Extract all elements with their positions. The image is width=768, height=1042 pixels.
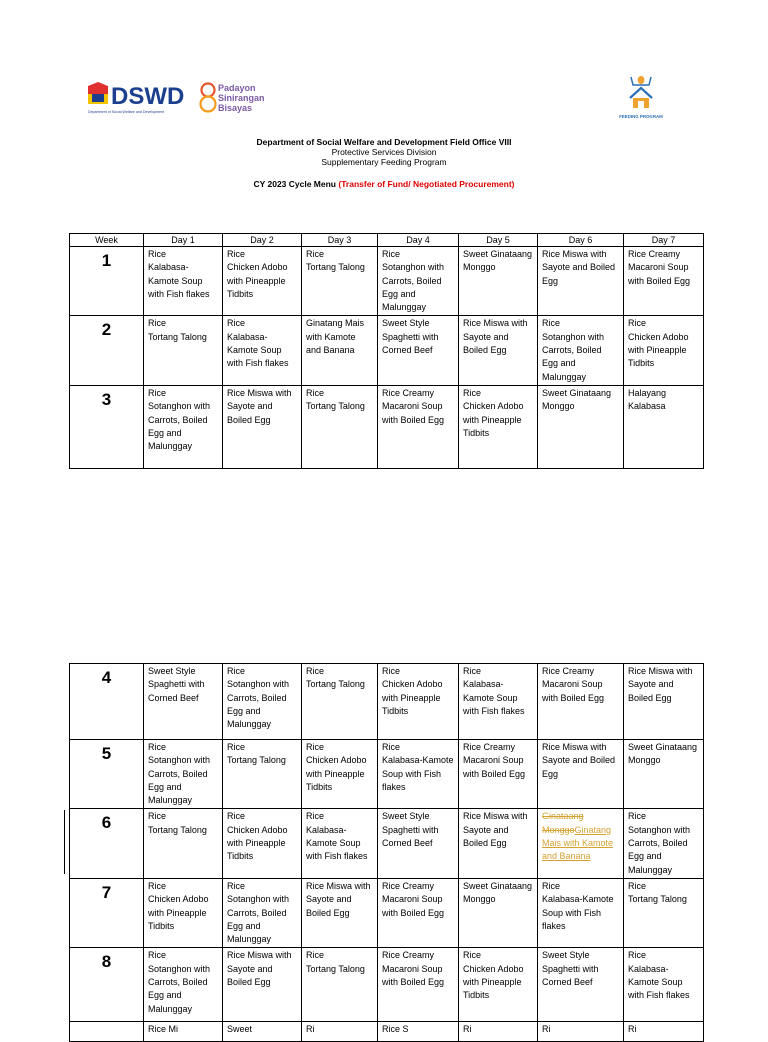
menu-cell: Rice Chicken Adobo with Pineapple Tidbits <box>223 809 302 878</box>
program-line: Supplementary Feeding Program <box>321 157 447 167</box>
cycle-menu-procurement-note: (Transfer of Fund/ Negotiated Procurement) <box>338 179 515 189</box>
padayon-line-3: Bisayas <box>218 103 253 113</box>
menu-cell: Rice Chicken Adobo with Pineapple Tidbits <box>378 664 459 740</box>
menu-cell: Sweet Style Spaghetti with Corned Beef <box>378 316 459 385</box>
menu-cell: Rice Kalabasa-Kamote Soup with Fish flakes <box>378 740 459 809</box>
feeding-program-logo <box>619 76 663 122</box>
table-row <box>70 664 704 740</box>
menu-cell: Rice Kalabasa-Kamote Soup with Fish flakes <box>144 247 223 316</box>
cycle-menu-prefix: CY 2023 Cycle Menu <box>253 179 339 189</box>
dswd-logo <box>86 80 276 120</box>
menu-cell: Rice Miswa with Sayote and Boiled Egg <box>223 385 302 468</box>
column-header: Day 1 <box>144 234 223 247</box>
padayon-emblem-icon <box>201 84 216 112</box>
week-number: 4 <box>70 664 144 740</box>
menu-cell: Rice Miswa with Sayote and Boiled Egg <box>459 809 538 878</box>
partial-table-row <box>70 1022 704 1042</box>
menu-cell: Rice Sotanghon with Carrots, Boiled Egg and Malunggay <box>378 247 459 316</box>
dswd-logo-text: DSWD <box>111 83 185 110</box>
menu-cell: Ri <box>459 1022 538 1042</box>
cycle-menu-table-weeks-4-8 <box>69 663 704 1042</box>
office-line: Department of Social Welfare and Development Field Office VIII <box>256 137 512 147</box>
column-header: Day 3 <box>302 234 378 247</box>
table-row <box>70 385 704 468</box>
menu-cell: Sweet Ginataang Monggo <box>538 385 624 468</box>
inserted-menu-text: Ginatang Mais with Kamote and Banana <box>542 824 614 862</box>
column-header: Day 5 <box>459 234 538 247</box>
menu-cell: Rice Sotanghon with Carrots, Boiled Egg and Malunggay <box>144 948 223 1022</box>
menu-cell: Rice Chicken Adobo with Pineapple Tidbits <box>459 948 538 1022</box>
padayon-line-2: Sinirangan <box>218 93 265 103</box>
cycle-menu-table-weeks-1-3 <box>69 233 704 469</box>
week-number <box>70 1022 144 1042</box>
spoon-fork-icon <box>631 76 651 85</box>
week-number: 5 <box>70 740 144 809</box>
menu-cell: Rice Sotanghon with Carrots, Boiled Egg and Malunggay <box>624 809 704 878</box>
week-number: 8 <box>70 948 144 1022</box>
column-header: Week <box>70 234 144 247</box>
menu-cell: Rice Creamy Macaroni Soup with Boiled Egg <box>378 385 459 468</box>
week-number: 7 <box>70 878 144 947</box>
menu-cell: Rice Kalabasa-Kamote Soup with Fish flakes <box>302 809 378 878</box>
cycle-menu-title <box>0 179 768 189</box>
menu-cell: Rice Sotanghon with Carrots, Boiled Egg and Malunggay <box>144 385 223 468</box>
menu-cell: Rice Chicken Adobo with Pineapple Tidbits <box>144 878 223 947</box>
menu-cell: Sweet Ginataang Monggo <box>459 247 538 316</box>
table-row <box>70 948 704 1022</box>
menu-cell: Rice Creamy Macaroni Soup with Boiled Egg <box>538 664 624 740</box>
menu-cell: Ri <box>538 1022 624 1042</box>
menu-cell: Rice Miswa with Sayote and Boiled Egg <box>459 316 538 385</box>
division-line: Protective Services Division <box>331 147 437 157</box>
table-header-row <box>70 234 704 247</box>
menu-cell: Rice Miswa with Sayote and Boiled Egg <box>223 948 302 1022</box>
menu-cell: Ri <box>624 1022 704 1042</box>
menu-cell: Rice S <box>378 1022 459 1042</box>
table-row <box>70 878 704 947</box>
menu-cell: Rice Tortang Talong <box>223 740 302 809</box>
table-row <box>70 740 704 809</box>
column-header: Day 6 <box>538 234 624 247</box>
column-header: Day 7 <box>624 234 704 247</box>
padayon-line-1: Padayon <box>218 83 256 93</box>
feeding-logo-text: FEEDING PROGRAM <box>619 114 663 119</box>
menu-cell: Rice Miswa with Sayote and Boiled Egg <box>302 878 378 947</box>
week-number: 6 <box>70 809 144 878</box>
menu-cell: Rice Tortang Talong <box>302 247 378 316</box>
menu-cell: Rice Kalabasa-Kamote Soup with Fish flakes <box>459 664 538 740</box>
table-row <box>70 809 704 878</box>
menu-cell: Rice Sotanghon with Carrots, Boiled Egg and Malunggay <box>223 664 302 740</box>
dswd-logo-subtext: Department of Social Welfare and Development <box>88 110 165 114</box>
menu-cell: Rice Creamy Macaroni Soup with Boiled Egg <box>378 948 459 1022</box>
menu-cell: Rice Creamy Macaroni Soup with Boiled Egg <box>624 247 704 316</box>
week-number: 3 <box>70 385 144 468</box>
menu-cell: Ri <box>302 1022 378 1042</box>
document-heading <box>0 137 768 167</box>
menu-cell: Rice Chicken Adobo with Pineapple Tidbits <box>302 740 378 809</box>
menu-cell <box>538 809 624 878</box>
menu-cell: Rice Tortang Talong <box>624 878 704 947</box>
column-header: Day 2 <box>223 234 302 247</box>
house-icon <box>630 88 652 108</box>
menu-cell: Sweet <box>223 1022 302 1042</box>
menu-cell: Rice Tortang Talong <box>302 948 378 1022</box>
column-header: Day 4 <box>378 234 459 247</box>
dswd-emblem-icon <box>88 82 108 104</box>
menu-cell: Sweet Style Spaghetti with Corned Beef <box>378 809 459 878</box>
menu-cell: Halayang Kalabasa <box>624 385 704 468</box>
menu-cell: Rice Sotanghon with Carrots, Boiled Egg and Malunggay <box>144 740 223 809</box>
menu-cell: Rice Tortang Talong <box>144 316 223 385</box>
menu-cell: Rice Creamy Macaroni Soup with Boiled Egg <box>459 740 538 809</box>
margin-change-bar <box>64 810 65 874</box>
menu-cell: Rice Kalabasa-Kamote Soup with Fish flakes <box>624 948 704 1022</box>
week-number: 1 <box>70 247 144 316</box>
week-number: 2 <box>70 316 144 385</box>
menu-cell: Sweet Style Spaghetti with Corned Beef <box>144 664 223 740</box>
menu-cell: Rice Kalabasa-Kamote Soup with Fish flakes <box>538 878 624 947</box>
menu-cell: Rice Tortang Talong <box>144 809 223 878</box>
menu-cell: Sweet Style Spaghetti with Corned Beef <box>538 948 624 1022</box>
menu-cell: Rice Tortang Talong <box>302 385 378 468</box>
menu-cell: Rice Miswa with Sayote and Boiled Egg <box>538 740 624 809</box>
menu-cell: Rice Chicken Adobo with Pineapple Tidbits <box>459 385 538 468</box>
menu-cell: Sweet Ginataang Monggo <box>624 740 704 809</box>
menu-cell: Rice Sotanghon with Carrots, Boiled Egg and Malunggay <box>223 878 302 947</box>
menu-cell: Rice Creamy Macaroni Soup with Boiled Egg <box>378 878 459 947</box>
menu-cell: Rice Chicken Adobo with Pineapple Tidbits <box>624 316 704 385</box>
menu-cell: Rice Miswa with Sayote and Boiled Egg <box>624 664 704 740</box>
table-row <box>70 247 704 316</box>
menu-cell: Rice Mi <box>144 1022 223 1042</box>
table-row <box>70 316 704 385</box>
menu-cell: Rice Sotanghon with Carrots, Boiled Egg and Malunggay <box>538 316 624 385</box>
menu-cell: Ginatang Mais with Kamote and Banana <box>302 316 378 385</box>
menu-cell: Rice Tortang Talong <box>302 664 378 740</box>
deleted-menu-text: Ginataang Monggo <box>542 811 584 835</box>
menu-cell: Sweet Ginataang Monggo <box>459 878 538 947</box>
menu-cell: Rice Kalabasa-Kamote Soup with Fish flakes <box>223 316 302 385</box>
menu-cell: Rice Chicken Adobo with Pineapple Tidbits <box>223 247 302 316</box>
menu-cell: Rice Miswa with Sayote and Boiled Egg <box>538 247 624 316</box>
